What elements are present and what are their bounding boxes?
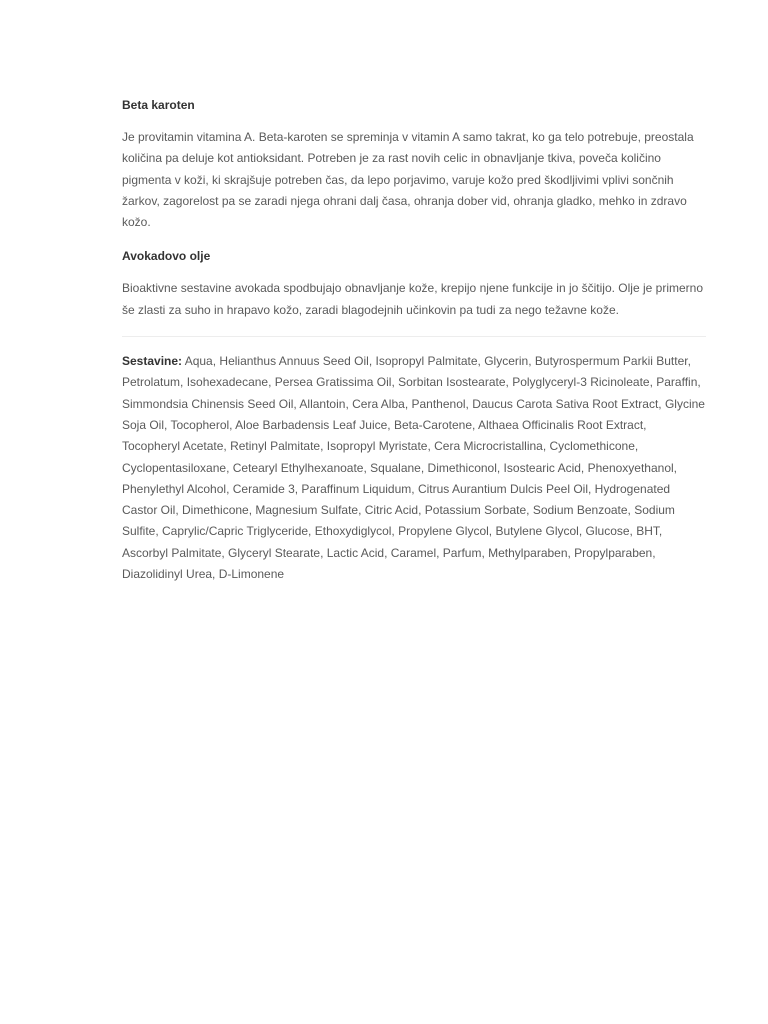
section-avocado-oil	[122, 247, 706, 321]
section-body: Je provitamin vitamina A. Beta-karoten se spreminja v vitamin A samo takrat, ko ga telo potrebuje, preostala količina pa deluje kot antioksidant. Potreben je za rast novih celic in obnavljanje tkiva, poveča količino pigmenta v koži, ki skrajšuje potreben čas, da lepo porjavimo, varuje kožo pred škodljivimi vplivi sončnih žarkov, zagorelost pa se zaradi njega ohrani dalj časa, ohranja dober vid, ohranja gladko, mehko in zdravo kožo.	[122, 130, 694, 230]
section-beta-carotene	[122, 96, 706, 233]
section-body: Bioaktivne sestavine avokada spodbujajo obnavljanje kože, krepijo njene funkcije in jo ščitijo. Olje je primerno še zlasti za suho in hrapavo kožo, zaradi blagodejnih učinkovin pa tudi za nego težavne kože.	[122, 281, 703, 317]
ingredients-list: Aqua, Helianthus Annuus Seed Oil, Isopropyl Palmitate, Glycerin, Butyrospermum Parkii Butter, Petrolatum, Isohexadecane, Persea Gratissima Oil, Sorbitan Isostearate, Polyglyceryl-3 Ricinoleate, Paraffin, Simmondsia Chinensis Seed Oil, Allantoin, Cera Alba, Panthenol, Daucus Carota Sativa Root Extract, Glycine Soja Oil, Tocopherol, Aloe Barbadensis Leaf Juice, Beta-Carotene, Althaea Officinalis Root Extract, Tocopheryl Acetate, Retinyl Palmitate, Isopropyl Myristate, Cera Microcristallina, Cyclomethicone, Cyclopentasiloxane, Cetearyl Ethylhexanoate, Squalane, Dimethiconol, Isostearic Acid, Phenoxyethanol, Phenylethyl Alcohol, Ceramide 3, Paraffinum Liquidum, Citrus Aurantium Dulcis Peel Oil, Hydrogenated Castor Oil, Dimethicone, Magnesium Sulfate, Citric Acid, Potassium Sorbate, Sodium Benzoate, Sodium Sulfite, Caprylic/Capric Triglyceride, Ethoxydiglycol, Propylene Glycol, Butylene Glycol, Glucose, BHT, Ascorbyl Palmitate, Glyceryl Stearate, Lactic Acid, Caramel, Parfum, Methylparaben, Propylparaben, Diazolidinyl Urea, D-Limonene	[122, 354, 705, 582]
product-description	[122, 96, 706, 585]
section-title: Beta karoten	[122, 98, 195, 112]
section-title: Avokadovo olje	[122, 249, 211, 264]
ingredients-paragraph	[122, 351, 706, 585]
ingredients-label: Sestavine:	[122, 354, 183, 369]
divider	[122, 336, 706, 337]
